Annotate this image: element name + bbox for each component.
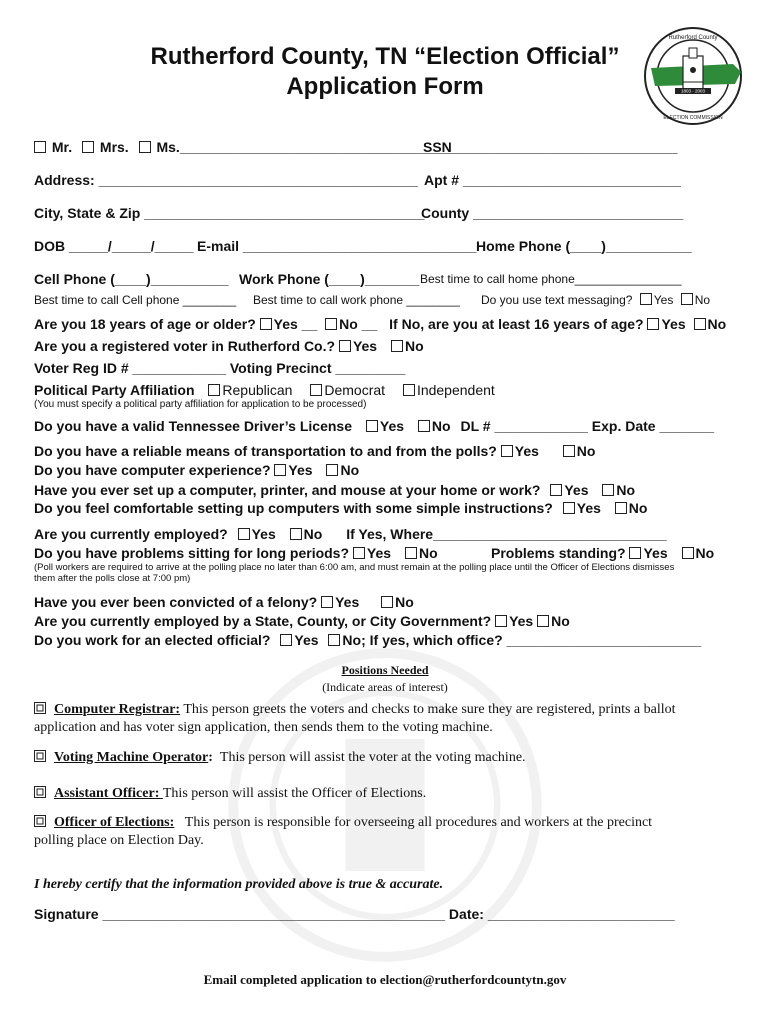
party-note: (You must specify a political party affiliation for application to be processed) xyxy=(34,399,367,410)
employed-question: Are you currently employed? Yes No If Yes, Where______________________________ xyxy=(34,526,667,542)
license-yes-checkbox[interactable] xyxy=(366,420,378,432)
county-field[interactable]: County ___________________________ xyxy=(421,205,684,221)
position-voting-machine-operator: Voting Machine Operator: This person will assist the voter at the voting machine. xyxy=(34,750,526,766)
government-yes-checkbox[interactable] xyxy=(495,615,507,627)
age-question: Are you 18 years of age or older? Yes __ No __ If No, are you at least 16 years of age? Yes No xyxy=(34,316,727,332)
sitting-yes-checkbox[interactable] xyxy=(353,547,365,559)
best-time-cell-field[interactable]: Best time to call Cell phone ________ xyxy=(34,293,237,307)
dl-field[interactable]: DL # ____________ Exp. Date _______ xyxy=(460,418,714,434)
registrar-checkbox[interactable] xyxy=(34,702,46,714)
party-affiliation: Political Party Affiliation Republican Democrat Independent xyxy=(34,382,495,398)
elected-no-checkbox[interactable] xyxy=(328,634,340,646)
felony-no-checkbox[interactable] xyxy=(381,596,393,608)
position-officer-of-elections: Officer of Elections: This person is responsible for overseeing all procedures and workers at the precinct xyxy=(34,815,652,831)
positions-subheading: (Indicate areas of interest) xyxy=(322,680,448,694)
text-no-checkbox[interactable] xyxy=(681,293,693,305)
registered-voter-question: Are you a registered voter in Rutherford Co.? Yes No xyxy=(34,338,424,354)
work-phone-field[interactable]: Work Phone (____)_______ xyxy=(239,271,420,287)
transport-no-checkbox[interactable] xyxy=(563,445,575,457)
dob-field[interactable]: DOB _____/_____/_____ xyxy=(34,238,194,254)
position-assistant-officer: Assistant Officer: This person will assist the Officer of Elections. xyxy=(34,786,426,802)
computer-yes-checkbox[interactable] xyxy=(274,464,286,476)
registered-yes-checkbox[interactable] xyxy=(339,340,351,352)
standing-no-checkbox[interactable] xyxy=(682,547,694,559)
computer-experience-question: Do you have computer experience? Yes No xyxy=(34,462,360,478)
operator-checkbox[interactable] xyxy=(34,750,46,762)
page-title: Rutherford County, TN “Election Official” Application Form xyxy=(150,43,620,100)
elected-yes-checkbox[interactable] xyxy=(280,634,292,646)
employed-no-checkbox[interactable] xyxy=(290,528,302,540)
independent-checkbox[interactable] xyxy=(403,384,415,396)
ssn-field[interactable]: SSN_____________________________ xyxy=(423,139,678,155)
comfortable-yes-checkbox[interactable] xyxy=(563,502,575,514)
svg-text:Rutherford County: Rutherford County xyxy=(668,35,718,41)
home-phone-field[interactable]: Home Phone (____)___________ xyxy=(476,238,692,254)
democrat-checkbox[interactable] xyxy=(310,384,322,396)
age18-no-checkbox[interactable] xyxy=(325,318,337,330)
computer-no-checkbox[interactable] xyxy=(326,464,338,476)
assistant-checkbox[interactable] xyxy=(34,786,46,798)
elected-question: Do you work for an elected official? Yes No; If yes, which office? _________________________ xyxy=(34,632,702,648)
registered-no-checkbox[interactable] xyxy=(391,340,403,352)
republican-checkbox[interactable] xyxy=(208,384,220,396)
name-field[interactable]: Ms.___________________________________ xyxy=(156,139,453,155)
age16-no-checkbox[interactable] xyxy=(694,318,706,330)
mrs-checkbox[interactable] xyxy=(82,141,94,153)
email-instruction: Email completed application to election@rutherfordcountytn.gov xyxy=(203,972,567,987)
mr-checkbox[interactable] xyxy=(34,141,46,153)
positions-heading: Positions Needed xyxy=(341,663,429,677)
standing-question: Problems standing? Yes No xyxy=(491,545,715,561)
signature-date-field[interactable]: Signature ____________________________________________ Date: ________________________ xyxy=(34,906,675,922)
employer-field[interactable]: If Yes, Where______________________________ xyxy=(346,526,667,542)
officer-checkbox[interactable] xyxy=(34,815,46,827)
license-no-checkbox[interactable] xyxy=(418,420,430,432)
registrar-description-line2: application and has voter sign application, then sends them to the voting machine. xyxy=(34,720,493,735)
address-field[interactable]: Address: _________________________________________ xyxy=(34,172,418,188)
position-computer-registrar: Computer Registrar: This person greets the voters and checks to make sure they are registered, prints a ballot xyxy=(34,702,676,718)
license-question: Do you have a valid Tennessee Driver’s License Yes No DL # ____________ Exp. Date _______ xyxy=(34,418,714,434)
officer-description-line2: polling place on Election Day. xyxy=(34,833,204,848)
best-time-work-field[interactable]: Best time to call work phone ________ xyxy=(253,293,460,307)
poll-note-line2: them after the polls close at 7:00 pm) xyxy=(34,573,191,584)
city-state-zip-field[interactable]: City, State & Zip ____________________________________ xyxy=(34,205,425,221)
poll-note-line1: (Poll workers are required to arrive at the polling place no later than 6:00 am, and must remain at the polling place until the Officer of Elections dismisses xyxy=(34,562,675,573)
setup-yes-checkbox[interactable] xyxy=(550,484,562,496)
age16-yes-checkbox[interactable] xyxy=(647,318,659,330)
which-office-field[interactable]: If yes, which office? _________________________ xyxy=(369,632,702,648)
transport-yes-checkbox[interactable] xyxy=(501,445,513,457)
ms-checkbox[interactable] xyxy=(139,141,151,153)
setup-question: Have you ever set up a computer, printer, and mouse at your home or work? Yes No xyxy=(34,482,636,498)
government-no-checkbox[interactable] xyxy=(537,615,549,627)
apt-field[interactable]: Apt # ____________________________ xyxy=(424,172,681,188)
setup-no-checkbox[interactable] xyxy=(602,484,614,496)
svg-text:1803 · 2003: 1803 · 2003 xyxy=(680,88,706,94)
name-row: Mr. Mrs. Ms.___________________________________ xyxy=(34,139,452,155)
svg-text:ELECTION COMMISSION: ELECTION COMMISSION xyxy=(663,115,723,121)
age18-yes-checkbox[interactable] xyxy=(260,318,272,330)
standing-yes-checkbox[interactable] xyxy=(629,547,641,559)
felony-yes-checkbox[interactable] xyxy=(321,596,333,608)
certification-statement: I hereby certify that the information provided above is true & accurate. xyxy=(34,877,444,892)
sitting-question: Do you have problems sitting for long periods? Yes No xyxy=(34,545,438,561)
voter-reg-field[interactable]: Voter Reg ID # ____________ Voting Precinct _________ xyxy=(34,360,406,376)
government-question: Are you currently employed by a State, County, or City Government? Yes No xyxy=(34,613,570,629)
comfortable-no-checkbox[interactable] xyxy=(615,502,627,514)
best-time-home-field[interactable]: Best time to call home phone________________ xyxy=(420,272,682,286)
election-commission-seal xyxy=(643,26,743,126)
felony-question: Have you ever been convicted of a felony? Yes No xyxy=(34,594,414,610)
sitting-no-checkbox[interactable] xyxy=(405,547,417,559)
employed-yes-checkbox[interactable] xyxy=(238,528,250,540)
email-field[interactable]: E-mail ______________________________ xyxy=(197,238,477,254)
cell-phone-field[interactable]: Cell Phone (____)__________ xyxy=(34,271,229,287)
text-yes-checkbox[interactable] xyxy=(640,293,652,305)
comfortable-question: Do you feel comfortable setting up computers with some simple instructions? Yes No xyxy=(34,500,648,516)
text-messaging-question: Do you use text messaging? Yes No xyxy=(481,293,711,307)
transport-question: Do you have a reliable means of transportation to and from the polls? Yes No xyxy=(34,443,596,459)
